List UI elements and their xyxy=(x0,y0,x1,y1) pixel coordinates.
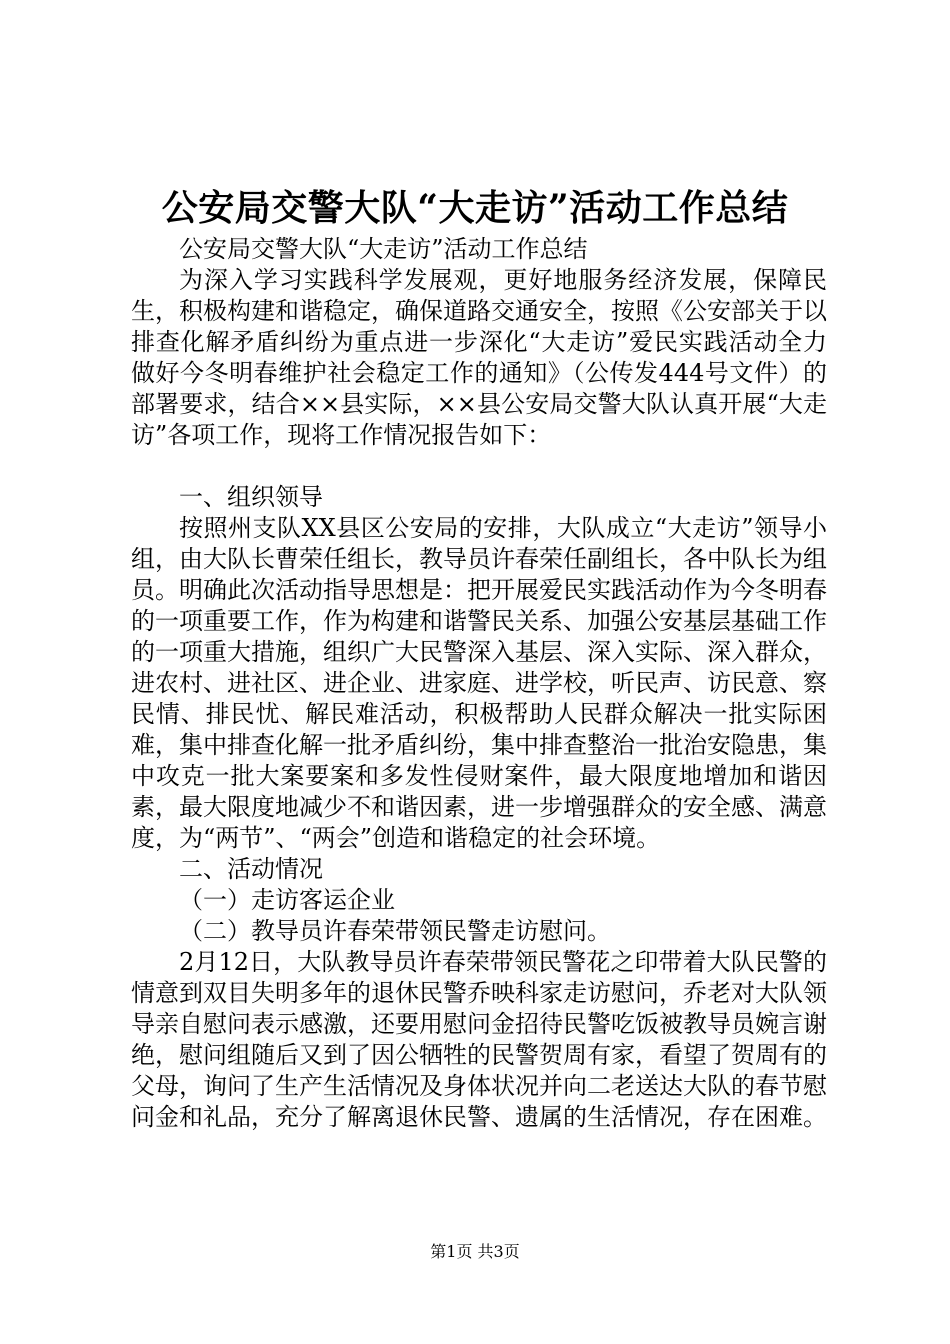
section1-paragraph: 按照州支队XX县区公安局的安排，大队成立“大走访”领导小组，由大队长曹荣任组长，教导员许春荣任副组长，各中队长为组员。明确此次活动指导思想是：把开展爱民实践活动作为今冬明春的一项重要工作，作为构建和谐警民关系、加强公安基层基础工作的一项重大措施，组织广大民警深入基层、深入实际、深入群众，进农村、进社区、进企业、进家庭、进学校，听民声、访民意、察民情、排民忧、解民难活动，积极帮助人民群众解决一批实际困难，集中排查化解一批矛盾纠纷，集中排查整治一批治安隐患，集中攻克一批大案要案和多发性侵财案件，最大限度地增加和谐因素，最大限度地减少不和谐因素，进一步增强群众的安全感、满意度，为“两节”、“两会”创造和谐稳定的社会环境。 xyxy=(131,514,827,852)
section2-heading: 二、活动情况 xyxy=(179,855,323,883)
section2-paragraph: 2月12日，大队教导员许春荣带领民警花之印带着大队民警的情意到双目失明多年的退休民警乔映科家走访慰问，乔老对大队领导亲自慰问表示感激，还要用慰问金招待民警吃饭被教导员婉言谢绝，慰问组随后又到了因公牺牲的民警贺周有家，看望了贺周有的父母，询问了生产生活情况及身体状况并向二老送达大队的春节慰问金和礼品，充分了解离退休民警、遗属的生活情况，存在困难。 xyxy=(131,948,827,1131)
intro-paragraph: 为深入学习实践科学发展观，更好地服务经济发展，保障民生，积极构建和谐稳定，确保道路交通安全，按照《公安部关于以排查化解矛盾纠纷为重点进一步深化“大走访”爱民实践活动全力做好今冬明春维护社会稳定工作的通知》（公传发444号文件）的部署要求，结合××县实际，××县公安局交警大队认真开展“大走访”各项工作，现将工作情况报告如下： xyxy=(131,266,827,449)
subtitle-paragraph: 公安局交警大队“大走访”活动工作总结 xyxy=(179,235,588,263)
document-title: 公安局交警大队“大走访”活动工作总结 xyxy=(161,187,789,229)
section1-heading: 一、组织领导 xyxy=(179,483,323,511)
paragraph-spacer xyxy=(131,451,827,482)
section2-subheading-2: （二）教导员许春荣带领民警走访慰问。 xyxy=(179,917,611,945)
document-body xyxy=(131,234,827,1133)
section2-subheading-1: （一）走访客运企业 xyxy=(179,886,395,914)
page-footer: 第1页 共3页 xyxy=(430,1242,520,1261)
